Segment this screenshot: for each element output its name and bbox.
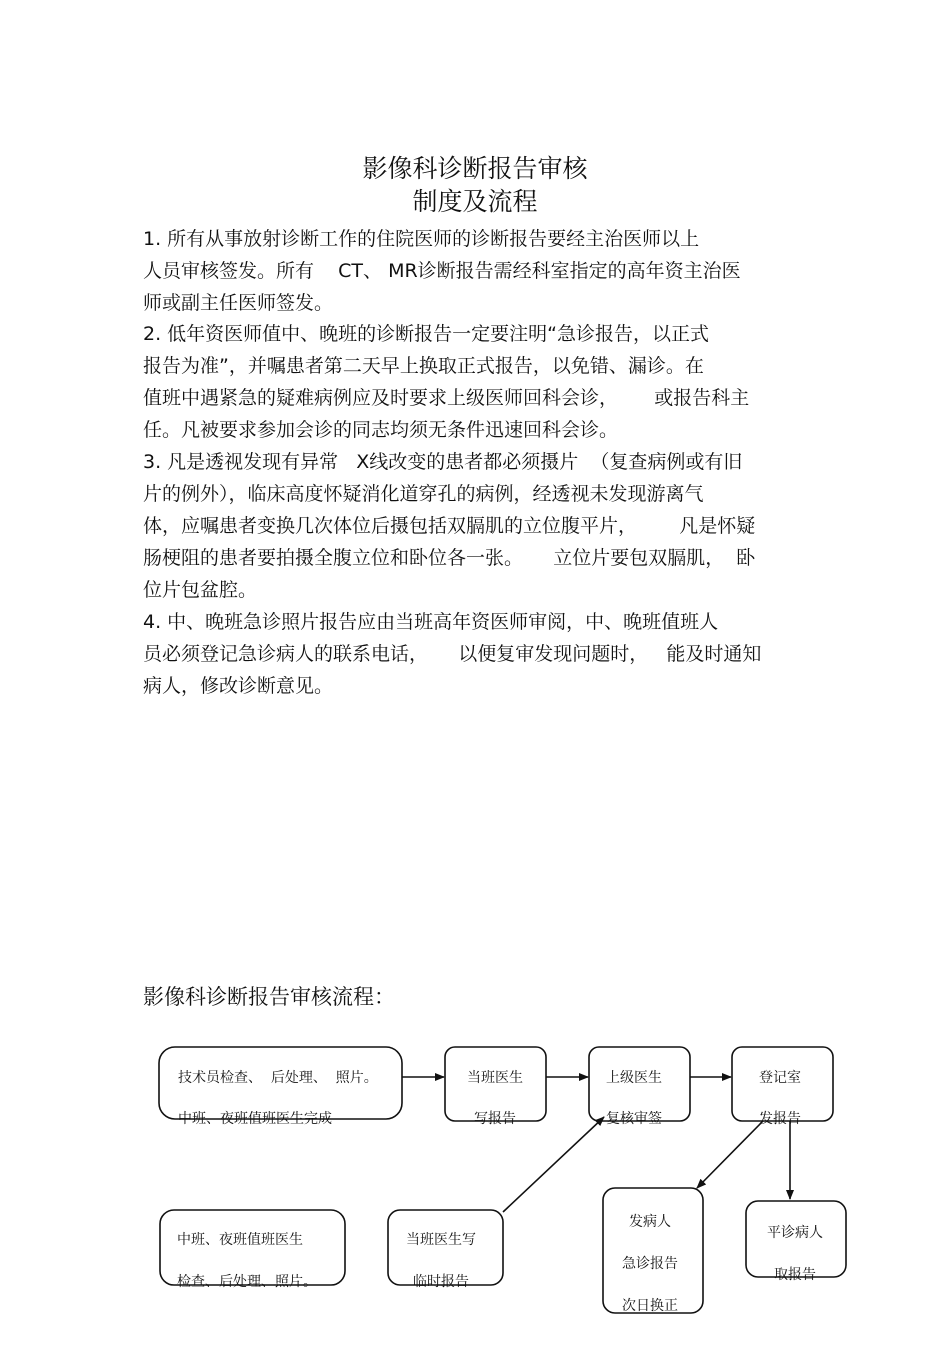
paragraph-line: 病人，修改诊断意见。 bbox=[143, 675, 334, 697]
emergency-box bbox=[603, 1188, 703, 1313]
registry-text-2: 发报告 bbox=[759, 1111, 801, 1127]
paragraph-line: 任。凡被要求参加会诊的同志均须无条件迅速回科会诊。 bbox=[143, 419, 619, 441]
flow-title: 影像科诊断报告审核流程： bbox=[143, 985, 395, 1009]
outpatient-text-1: 平诊病人 bbox=[767, 1225, 823, 1241]
paragraph-line: 值班中遇紧急的疑难病例应及时要求上级医师回科会诊， 或报告科主 bbox=[143, 387, 750, 409]
paragraph-line: 片的例外），临床高度怀疑消化道穿孔的病例，经透视未发现游离气 bbox=[143, 483, 704, 505]
temp-report-text-2: 临时报告 bbox=[413, 1274, 469, 1290]
senior-review-text-2: 复核审签 bbox=[606, 1111, 662, 1127]
night-check-text-1: 中班、夜班值班医生 bbox=[177, 1232, 303, 1248]
paragraph-line: 员必须登记急诊病人的联系电话， 以便复审发现问题时， 能及时通知 bbox=[143, 643, 762, 665]
page-subtitle: 制度及流程 bbox=[412, 187, 538, 216]
paragraph-line: 人员审核签发。所有 CT、 MR诊断报告需经科室指定的高年资主治医 bbox=[143, 260, 741, 282]
emergency-text-3: 次日换正 bbox=[622, 1298, 678, 1314]
paragraph-line: 2. 低年资医师值中、晚班的诊断报告一定要注明“急诊报告，以正式 bbox=[143, 323, 710, 345]
paragraph-line: 师或副主任医师签发。 bbox=[143, 292, 334, 314]
senior-review-text-1: 上级医生 bbox=[606, 1070, 662, 1086]
technician-text-1: 技术员检查、 后处理、 照片。 bbox=[178, 1070, 378, 1086]
arrow-temp-to-senior bbox=[503, 1117, 604, 1212]
temp-report-text-1: 当班医生写 bbox=[406, 1232, 476, 1248]
arrow-registry-to-emergency bbox=[697, 1121, 763, 1188]
emergency-text-1: 发病人 bbox=[629, 1214, 671, 1230]
paragraph-line: 肠梗阻的患者要拍摄全腹立位和卧位各一张。 立位片要包双膈肌， 卧 bbox=[143, 547, 756, 569]
emergency-text-2: 急诊报告 bbox=[622, 1256, 678, 1272]
paragraph-line: 报告为准”，并嘱患者第二天早上换取正式报告，以免错、漏诊。在 bbox=[143, 355, 704, 377]
paragraph-line: 体，应嘱患者变换几次体位后摄包括双膈肌的立位腹平片， 凡是怀疑 bbox=[143, 515, 756, 537]
paragraph-line: 1. 所有从事放射诊断工作的住院医师的诊断报告要经主治医师以上 bbox=[143, 228, 700, 250]
outpatient-text-2: 取报告 bbox=[774, 1267, 816, 1283]
page-title: 影像科诊断报告审核 bbox=[362, 154, 588, 183]
night-check-text-2: 检查、后处理、照片。 bbox=[177, 1274, 317, 1290]
technician-text-2: 中班、夜班值班医生完成 bbox=[178, 1111, 332, 1127]
paragraph-line: 4. 中、晚班急诊照片报告应由当班高年资医师审阅，中、晚班值班人 bbox=[143, 611, 719, 633]
paragraph-line: 位片包盆腔。 bbox=[143, 579, 258, 601]
paragraph-line: 3. 凡是透视发现有异常 X线改变的患者都必须摄片 （复查病例或有旧 bbox=[143, 451, 743, 473]
duty-write-text-1: 当班医生 bbox=[467, 1070, 523, 1086]
registry-text-1: 登记室 bbox=[759, 1070, 801, 1086]
duty-write-text-2: 写报告 bbox=[474, 1111, 516, 1127]
